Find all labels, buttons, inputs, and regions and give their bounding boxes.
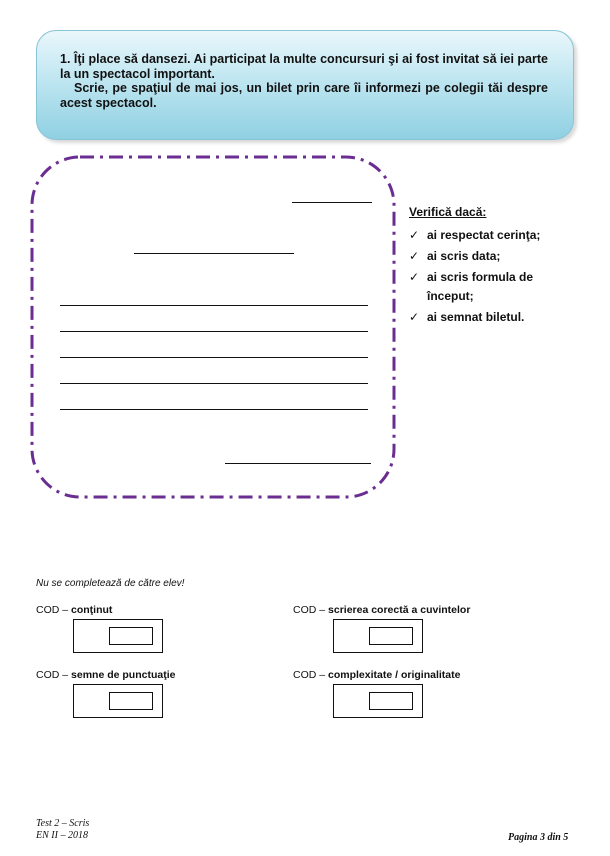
- letter-frame-border: [32, 157, 394, 497]
- code-label-punctuation: COD – semne de punctuaţie: [36, 669, 176, 681]
- body-line[interactable]: [60, 331, 368, 332]
- code-label-spelling: COD – scrierea corectă a cuvintelor: [293, 604, 471, 616]
- grading-note: Nu se completează de către elev!: [36, 578, 185, 589]
- code-input-spelling[interactable]: [369, 627, 413, 645]
- checklist-item: ✓ ai scris formula de: [409, 267, 589, 288]
- task-number: 1.: [60, 52, 71, 66]
- checklist-item-continuation: început;: [427, 289, 474, 303]
- check-icon: ✓: [409, 310, 420, 324]
- body-line[interactable]: [60, 383, 368, 384]
- code-input-complexity[interactable]: [369, 692, 413, 710]
- code-box-punctuation[interactable]: [73, 684, 163, 718]
- body-line[interactable]: [60, 305, 368, 306]
- code-box-spelling[interactable]: [333, 619, 423, 653]
- code-input-content[interactable]: [109, 627, 153, 645]
- date-line[interactable]: [292, 202, 372, 203]
- footer-exam: EN II – 2018: [36, 830, 88, 841]
- signature-line[interactable]: [225, 463, 371, 464]
- checklist-item: ✓ ai respectat cerinţa;: [409, 225, 589, 246]
- checklist-item: ✓ ai semnat biletul.: [409, 307, 589, 328]
- code-label-complexity: COD – complexitate / originalitate: [293, 669, 461, 681]
- body-line[interactable]: [60, 409, 368, 410]
- code-input-punctuation[interactable]: [109, 692, 153, 710]
- greeting-line[interactable]: [134, 253, 294, 254]
- body-line[interactable]: [60, 357, 368, 358]
- page-number: Pagina 3 din 5: [508, 832, 569, 843]
- footer-left: [36, 818, 89, 842]
- letter-frame: [30, 155, 396, 499]
- check-icon: ✓: [409, 270, 420, 284]
- code-label-content: COD – conţinut: [36, 604, 113, 616]
- code-box-complexity[interactable]: [333, 684, 423, 718]
- task-line-1: Îţi place să dansezi. Ai participat la multe concursuri şi ai fost invitat să iei parte la un spectacol important.: [60, 52, 548, 81]
- task-text: [60, 52, 548, 110]
- checklist-title: Verifică dacă:: [409, 205, 487, 219]
- check-icon: ✓: [409, 249, 420, 263]
- check-icon: ✓: [409, 228, 420, 242]
- task-line-2: Scrie, pe spaţiul de mai jos, un bilet prin care îi informezi pe colegii tăi despre acest spectacol.: [60, 81, 548, 110]
- checklist: [409, 205, 589, 328]
- footer-test: Test 2 – Scris: [36, 818, 90, 829]
- code-box-content[interactable]: [73, 619, 163, 653]
- checklist-item: ✓ ai scris data;: [409, 246, 589, 267]
